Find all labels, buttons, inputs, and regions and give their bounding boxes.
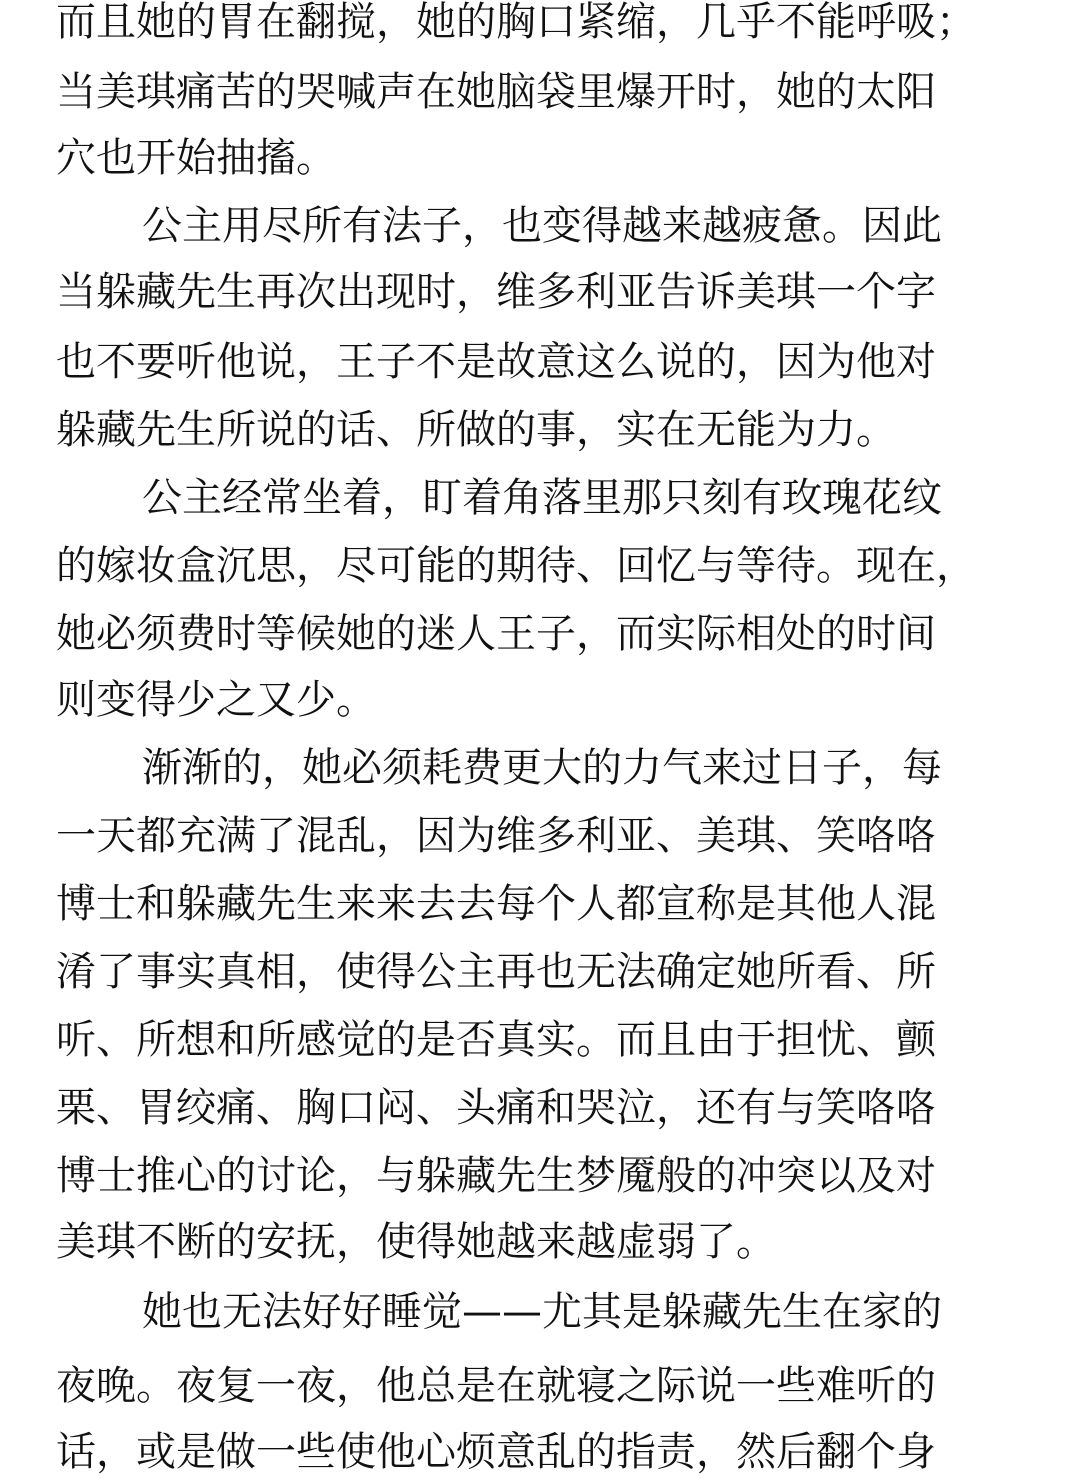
text-line: 躲藏先生所说的话、所做的事，实在无能为力。 — [56, 407, 896, 453]
text-line: 当美琪痛苦的哭喊声在她脑袋里爆开时，她的太阳 — [56, 69, 936, 115]
text-line: 则变得少之又少。 — [56, 677, 376, 723]
text-line: 而且她的胃在翻搅，她的胸口紧缩，几乎不能呼吸； — [56, 0, 976, 45]
text-line: 话，或是做一些使他心烦意乱的指责，然后翻个身 — [56, 1429, 936, 1475]
text-line: 她必须费时等候她的迷人王子，而实际相处的时间 — [56, 611, 936, 657]
text-line: 美琪不断的安抚，使得她越来越虚弱了。 — [56, 1219, 776, 1265]
text-line: 栗、胃绞痛、胸口闷、头痛和哭泣，还有与笑咯咯 — [56, 1085, 936, 1131]
text-line: 一天都充满了混乱，因为维多利亚、美琪、笑咯咯 — [56, 813, 936, 859]
paragraph-first-line: 公主经常坐着，盯着角落里那只刻有玫瑰花纹 — [142, 475, 942, 521]
text-line: 博士和躲藏先生来来去去每个人都宣称是其他人混 — [56, 881, 936, 927]
text-line: 夜晚。夜复一夜，他总是在就寝之际说一些难听的 — [56, 1363, 936, 1409]
text-line: 听、所想和所感觉的是否真实。而且由于担忧、颤 — [56, 1017, 936, 1063]
text-line: 的嫁妆盒沉思，尽可能的期待、回忆与等待。现在， — [56, 543, 976, 589]
paragraph-first-line: 公主用尽所有法子，也变得越来越疲惫。因此 — [142, 203, 942, 249]
text-line: 穴也开始抽搐。 — [56, 135, 336, 181]
paragraph-first-line: 渐渐的，她必须耗费更大的力气来过日子，每 — [142, 745, 942, 791]
text-line: 淆了事实真相，使得公主再也无法确定她所看、所 — [56, 949, 936, 995]
paragraph-first-line: 她也无法好好睡觉——尤其是躲藏先生在家的 — [142, 1289, 942, 1335]
text-line: 当躲藏先生再次出现时，维多利亚告诉美琪一个字 — [56, 269, 936, 315]
text-line: 也不要听他说，王子不是故意这么说的，因为他对 — [56, 339, 936, 385]
text-line: 博士推心的讨论，与躲藏先生梦魇般的冲突以及对 — [56, 1153, 936, 1199]
